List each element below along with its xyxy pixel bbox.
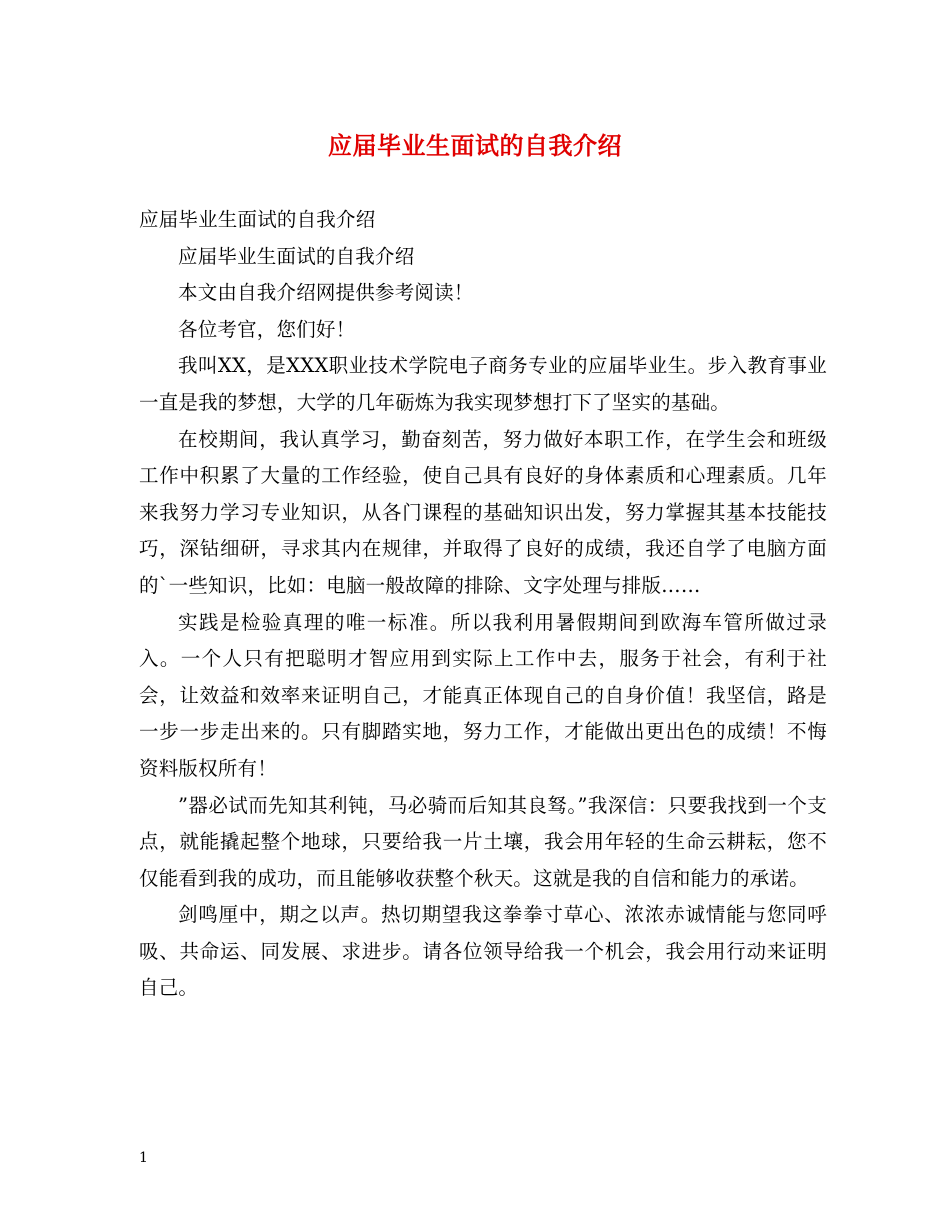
paragraph-heading: 应届毕业生面试的自我介绍: [139, 208, 376, 231]
paragraph-belief: ”器必试而先知其利钝，马必骑而后知其良驽。”我深信：只要我找到一个支点，就能撬起整个地球，只要给我一片土壤，我会用年轻的生命云耕耘，您不仅能看到我的成功，而且能够收获整个秋天。这就是我的自信和能力的承诺。: [139, 793, 827, 890]
document-body: [139, 202, 827, 1007]
paragraph-school-experience: 在校期间，我认真学习，勤奋刻苦，努力做好本职工作，在学生会和班级工作中积累了大量的工作经验，使自己具有良好的身体素质和心理素质。几年来我努力学习专业知识，从各门课程的基础知识出发，努力掌握其基本技能技巧，深钻细研，寻求其内在规律，并取得了良好的成绩，我还自学了电脑方面的`一些知识，比如：电脑一般故障的排除、文字处理与排版……: [139, 427, 827, 597]
paragraph-source-note: 本文由自我介绍网提供参考阅读！: [178, 281, 474, 305]
page-number: 1: [139, 1150, 148, 1166]
paragraph-subheading: 应届毕业生面试的自我介绍: [178, 244, 415, 268]
document-title: 应届毕业生面试的自我介绍: [328, 132, 622, 160]
paragraph-greeting: 各位考官，您们好！: [178, 317, 356, 341]
paragraph-introduction: 我叫XX，是XXX职业技术学院电子商务专业的应届毕业生。步入教育事业一直是我的梦想，大学的几年砺炼为我实现梦想打下了坚实的基础。: [139, 354, 827, 414]
paragraph-closing: 剑鸣厘中，期之以声。热切期望我这拳拳寸草心、浓浓赤诚情能与您同呼吸、共命运、同发展、求进步。请各位领导给我一个机会，我会用行动来证明自己。: [139, 903, 827, 1000]
paragraph-practice: 实践是检验真理的唯一标准。所以我利用暑假期间到欧海车管所做过录入。一个人只有把聪明才智应用到实际上工作中去，服务于社会，有利于社会，让效益和效率来证明自己，才能真正体现自己的自身价值！我坚信，路是一步一步走出来的。只有脚踏实地，努力工作，才能做出更出色的成绩！不悔资料版权所有！: [139, 610, 827, 780]
